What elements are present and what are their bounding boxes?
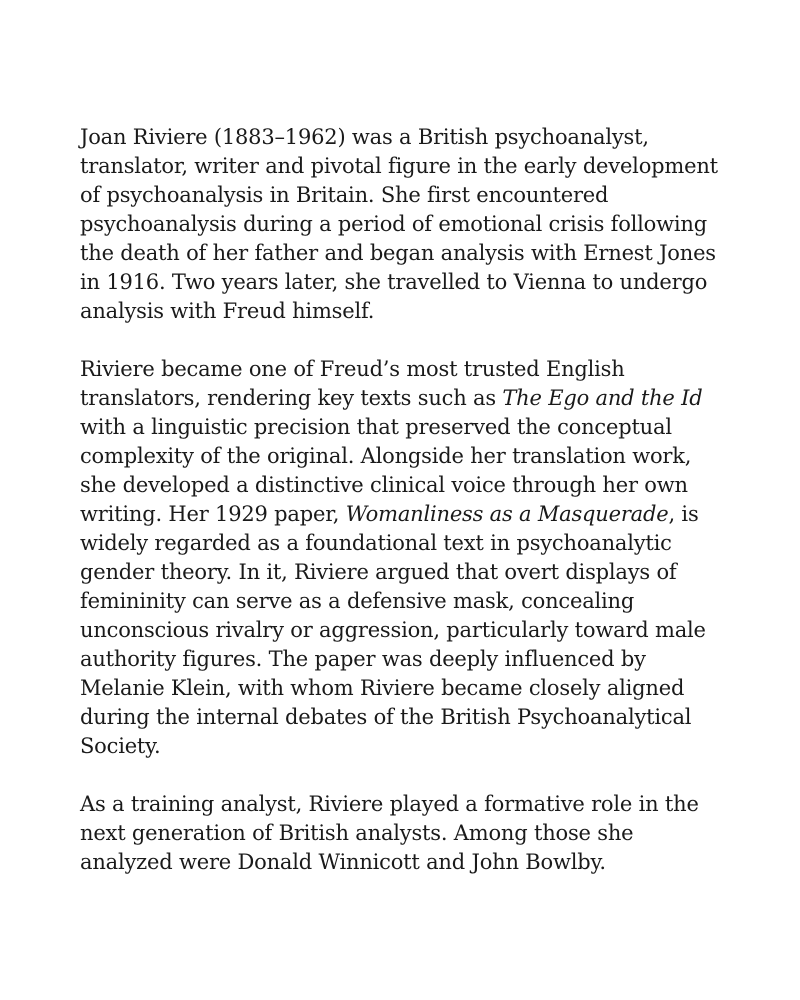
- p2-text-between-titles: with a linguistic precision that preserved the conceptual complexity of the original. Alongside her translation work, she developed a distinctive clinical voice through her own writing. Her 1929 paper,: [80, 415, 692, 526]
- p2-text-before-title1: Riviere became one of Freud’s most trusted English translators, rendering key texts such as: [80, 357, 625, 410]
- paragraph-training-analyst: As a training analyst, Riviere played a formative role in the next generation of British analysts. Among those she analyzed were Donald Winnicott and John Bowlby.: [80, 792, 699, 874]
- paragraph-translation-and-writing: [80, 355, 722, 761]
- paragraph-biography-intro: Joan Riviere (1883–1962) was a British psychoanalyst, translator, writer and pivotal figure in the early development of psychoanalysis in Britain. She first encountered psychoanalysis during a period of emotional crisis following the death of her father and began analysis with Ernest Jones in 1916. Two years later, she travelled to Vienna to undergo analysis with Freud himself.: [80, 125, 718, 323]
- p2-text-after-title2: , is widely regarded as a foundational text in psychoanalytic gender theory. In it, Riviere argued that overt displays of femininity can serve as a defensive mask, concealing unconscious rivalry or aggression, particularly toward male authority figures. The paper was deeply influenced by Melanie Klein, with whom Riviere became closely aligned during the internal debates of the British Psychoanalytical Society.: [80, 502, 706, 758]
- paper-title-womanliness: Womanliness as a Masquerade: [345, 502, 669, 526]
- book-title-ego-and-id: The Ego and the Id: [502, 386, 703, 410]
